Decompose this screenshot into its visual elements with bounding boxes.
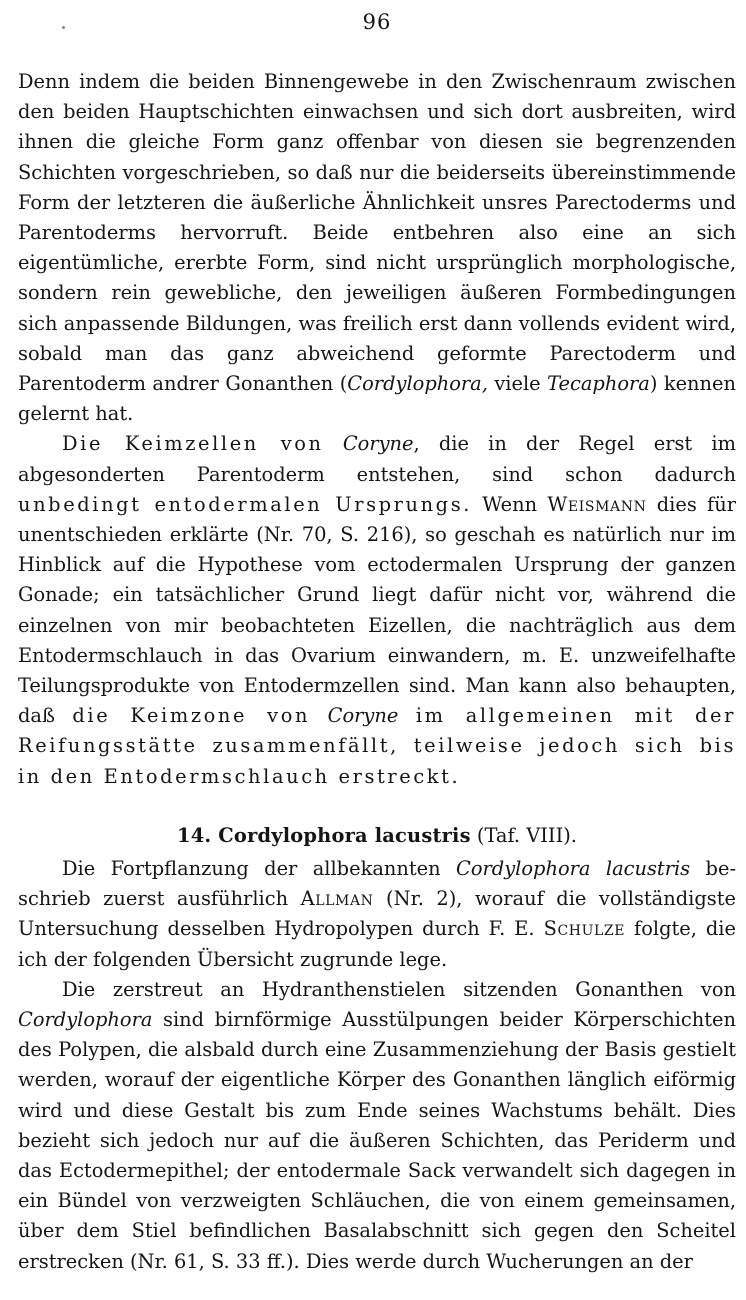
- text-run: Die Fortpflanzung der allbekannten: [62, 857, 457, 880]
- text-run: Denn indem die beiden Binnengewebe in den Zwischenraum zwischen den beiden Hauptschichten einwachsen und sich dort ausbreiten, wird ihnen die gleiche Form ganz offenbar von diesen sie begrenzenden Schichten vorgeschrieben, so daß nur die beiderseits übereinstimmende Form der letzteren die äußerliche Ähnlichkeit unsres Parectoderms und Parentoderms hervorruft. Beide entbehren also eine an sich eigentümliche, ererbte Form, sind nicht ursprünglich morphologische, sondern rein gewebliche, den jeweiligen äußeren Formbedingungen sich anpassende Bildungen, was freilich erst dann vollends evident wird, sobald man das ganz abweichend geformte Parectoderm und Parentoderm andrer Gonanthen (: [18, 70, 736, 396]
- section-heading-title: 14. Cordylophora lacustris: [177, 824, 471, 847]
- author-name: Schulze: [543, 917, 626, 941]
- page-number: 96: [362, 10, 392, 34]
- species-name: Coryne: [342, 432, 414, 456]
- paragraph-keimzellen: [18, 429, 736, 791]
- spaced-emphasis: die Keimzone von: [72, 704, 311, 728]
- text-run: beschrieb zuerst ausführlich: [18, 857, 736, 911]
- species-name: Cordylophora,: [347, 372, 488, 396]
- species-name: Cordylophora: [18, 1008, 153, 1032]
- text-run: Wenn: [472, 492, 548, 516]
- paragraph-gonanthen: [18, 975, 736, 1277]
- section-heading-plate-ref: (Taf. VIII).: [470, 824, 577, 847]
- species-name: Tecaphora: [547, 372, 650, 396]
- text-run: (Nr. 2), worauf die vollständigste Untersuchung desselben Hydropolypen durch F. E.: [18, 887, 736, 941]
- spaced-emphasis: Die Keimzellen von: [62, 432, 324, 456]
- text-run: sind birnförmige Ausstülpungen beider Körperschichten des Polypen, die alsbald durch eine Zusammenziehung der Basis gestielt werden, worauf der eigentliche Körper des Gonanthen länglich eiförmig wird und diese Gestalt bis zum Ende seines Wachstums behält. Dies bezieht sich jedoch nur auf die äußeren Schichten, das Periderm und das Ectodermepithel; der entodermale Sack verwandelt sich dagegen in ein Bündel von verzweigten Schläuchen, die von einem gemeinsamen, über dem Stiel befindlichen Basalabschnitt sich gegen den Scheitel erstrecken (Nr. 61, S. 33 ff.). Dies werde durch Wucherungen an der: [18, 1008, 736, 1273]
- paragraph-binnengewebe: [18, 67, 736, 429]
- author-name: Weismann: [547, 492, 647, 516]
- text-run: , die in der Regel erst im abgesonderten Parentoderm entstehen, sind schon dadurch: [18, 432, 736, 486]
- section-coryne-text: [18, 67, 736, 792]
- paragraph-fortpflanzung: [18, 854, 736, 975]
- text-run: folgte, die ich der folgenden Übersicht zugrunde lege.: [18, 917, 736, 971]
- text-run: ) kennen gelernt hat.: [18, 372, 736, 426]
- book-page: [18, 0, 736, 1300]
- species-name: Coryne: [327, 704, 399, 728]
- species-name: Cordylophora lacustris: [456, 857, 691, 880]
- section-cordylophora-text: [18, 854, 736, 1277]
- spaced-emphasis: im allgemeinen mit der Reifungsstätte zusammenfällt, teilweise jedoch sich bis in den Entodermschlauch erstreckt.: [18, 704, 736, 788]
- author-name: Allman: [300, 887, 374, 911]
- print-speck: [62, 26, 65, 29]
- section-heading: [18, 821, 736, 851]
- text-run: Die zerstreut an Hydranthenstielen sitzenden Gonanthen von: [62, 977, 736, 1001]
- spaced-emphasis: unbedingt entodermalen Ursprungs.: [18, 492, 473, 516]
- text-run: viele: [487, 372, 548, 396]
- text-run: dies für unentschieden erklärte (Nr. 70, S. 216), so geschah es natürlich nur im Hinblick auf die Hypothese vom ectodermalen Ursprung der ganzen Gonade; ein tatsächlicher Grund liegt dafür nicht vor, während die einzelnen von mir beobachteten Eizellen, die nachträglich aus dem Entodermschlauch in das Ovarium einwandern, m. E. unzweifelhafte Teilungsprodukte von Entodermzellen sind. Man kann also behaupten, daß: [18, 492, 736, 728]
